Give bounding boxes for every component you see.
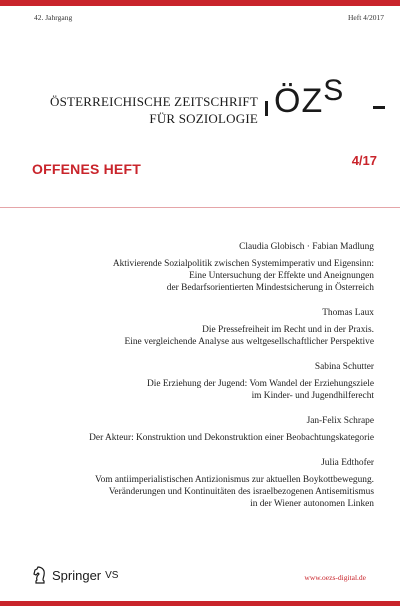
article-title-line: Die Pressefreiheit im Recht und in der Praxis. <box>202 325 374 335</box>
article-title-line: in der Wiener autonomen Linken <box>250 499 374 509</box>
article-entry <box>24 457 374 510</box>
article-title-line: Eine vergleichende Analyse aus weltgesellschaftlicher Perspektive <box>124 337 374 347</box>
article-title-line: der Bedarfsorientierten Mindestsicherung in Österreich <box>166 283 374 293</box>
website-link[interactable]: www.oezs-digital.de <box>304 573 366 582</box>
article-title-line: Aktivierende Sozialpolitik zwischen Systemimperativ und Eigensinn: <box>112 259 374 269</box>
article-title-line: im Kinder- und Jugendhilferecht <box>251 391 374 401</box>
header-divider <box>0 207 400 208</box>
article-authors: Julia Edthofer <box>321 458 374 468</box>
publisher-suffix: VS <box>105 569 119 581</box>
article-title-line: Veränderungen und Kontinuitäten des israelbezogenen Antisemitismus <box>108 487 374 497</box>
knight-chess-icon <box>32 565 48 585</box>
article-title-line: Eine Untersuchung der Effekte und Aneignungen <box>189 271 374 281</box>
article-authors: Claudia Globisch · Fabian Madlung <box>239 242 374 252</box>
bottom-accent-bar <box>0 601 400 606</box>
issue-number: 4/17 <box>351 153 377 168</box>
section-label: OFFENES HEFT <box>32 161 141 177</box>
top-accent-bar <box>0 0 400 6</box>
volume-label: 42. Jahrgang <box>34 13 73 22</box>
article-entry <box>24 415 374 444</box>
article-entry <box>24 241 374 294</box>
article-title-line: Die Erziehung der Jugend: Vom Wandel der Erziehungsziele <box>146 379 374 389</box>
logo-main-text: ÖZ <box>274 82 324 120</box>
article-title-line: Vom antiimperialistischen Antizionismus zur aktuellen Boykottbewegung. <box>95 475 374 485</box>
logo-dash-mark <box>373 106 385 109</box>
journal-logo <box>262 74 392 128</box>
article-authors: Sabina Schutter <box>314 362 374 372</box>
publisher-name: Springer <box>52 567 102 583</box>
article-title-line: Der Akteur: Konstruktion und Dekonstruktion einer Beobachtungskategorie <box>89 433 374 443</box>
logo-super-text: S <box>323 74 345 107</box>
journal-title <box>30 93 258 127</box>
issue-label: Heft 4/2017 <box>347 13 384 22</box>
table-of-contents <box>24 241 374 523</box>
article-authors: Jan-Felix Schrape <box>306 416 374 426</box>
journal-title-line-1: ÖSTERREICHISCHE ZEITSCHRIFT <box>50 94 258 109</box>
journal-title-line-2: FÜR SOZIOLOGIE <box>149 111 258 126</box>
article-entry <box>24 361 374 402</box>
publisher-logo <box>32 565 118 585</box>
article-authors: Thomas Laux <box>322 308 374 318</box>
article-entry <box>24 307 374 348</box>
logo-tick-mark <box>265 101 268 116</box>
